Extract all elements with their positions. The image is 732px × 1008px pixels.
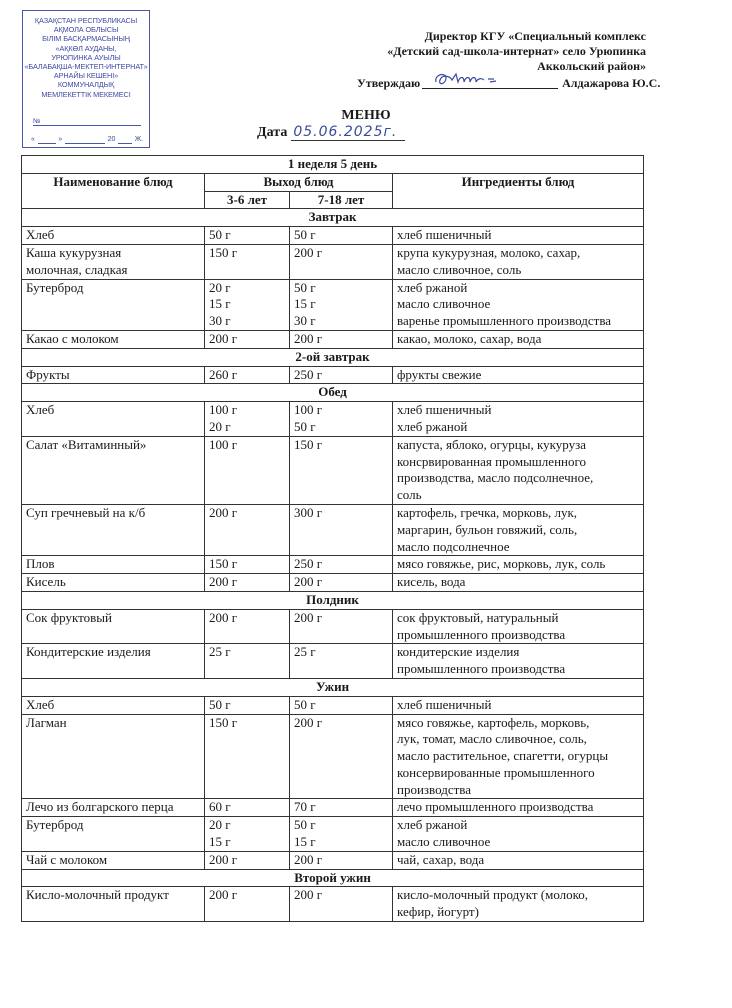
ingredients-line: капуста, яблоко, огурцы, кукуруза bbox=[397, 436, 586, 452]
yield-young-line: 260 г bbox=[209, 366, 238, 382]
yield-young-cell bbox=[205, 330, 290, 348]
meal-section-row bbox=[22, 591, 644, 609]
ingredients-cell bbox=[393, 279, 644, 330]
dish-name-line: Хлеб bbox=[26, 402, 55, 418]
ingredients-line: кисель, вода bbox=[397, 574, 466, 590]
dish-name-cell bbox=[22, 887, 205, 922]
yield-young-line: 20 г bbox=[209, 279, 231, 295]
stamp-date-day-blank bbox=[38, 135, 56, 144]
yield-young-cell bbox=[205, 887, 290, 922]
dish-name-cell bbox=[22, 851, 205, 869]
header-row bbox=[22, 173, 644, 191]
yield-old-line: 50 г bbox=[294, 279, 316, 295]
yield-old-line: 15 г bbox=[294, 296, 316, 312]
dish-name-line: Плов bbox=[26, 556, 55, 572]
yield-young-line: 150 г bbox=[209, 244, 238, 260]
menu-item-row bbox=[22, 644, 644, 679]
yield-old-line: 100 г bbox=[294, 402, 323, 418]
ingredients-cell bbox=[393, 887, 644, 922]
yield-young-cell bbox=[205, 714, 290, 799]
meal-section-row bbox=[22, 209, 644, 227]
yield-old-cell bbox=[290, 279, 393, 330]
yield-old-line: 50 г bbox=[294, 696, 316, 712]
meal-section-row bbox=[22, 678, 644, 696]
yield-young-line: 60 г bbox=[209, 799, 231, 815]
yield-old-line: 15 г bbox=[294, 834, 316, 850]
menu-item-row bbox=[22, 799, 644, 817]
dish-name-line: Фрукты bbox=[26, 366, 70, 382]
stamp-year-prefix: 20 bbox=[107, 136, 116, 143]
header-yield: Выход блюд bbox=[205, 173, 393, 191]
yield-young-line: 50 г bbox=[209, 227, 231, 243]
dish-name-line: Сок фруктовый bbox=[26, 609, 112, 625]
yield-old-line: 200 г bbox=[294, 887, 323, 903]
meal-section-row bbox=[22, 348, 644, 366]
menu-item-row bbox=[22, 714, 644, 799]
ingredients-line: варенье промышленного производства bbox=[397, 313, 612, 329]
dish-name-cell bbox=[22, 402, 205, 437]
yield-old-cell bbox=[290, 817, 393, 852]
yield-old-line: 50 г bbox=[294, 227, 316, 243]
ingredients-cell bbox=[393, 504, 644, 555]
dish-name-cell bbox=[22, 556, 205, 574]
ingredients-line: сок фруктовый, натуральный bbox=[397, 609, 559, 625]
yield-young-line: 200 г bbox=[209, 851, 238, 867]
ingredients-line: производства bbox=[397, 781, 472, 797]
stamp-year-blank bbox=[118, 135, 132, 144]
signer-name: Алдажарова Ю.С. bbox=[562, 76, 661, 90]
ingredients-cell bbox=[393, 714, 644, 799]
ingredients-cell bbox=[393, 799, 644, 817]
stamp-date-field bbox=[31, 135, 143, 144]
yield-young-cell bbox=[205, 696, 290, 714]
dish-name-cell bbox=[22, 696, 205, 714]
header-age-old: 7-18 лет bbox=[290, 191, 393, 209]
yield-young-cell bbox=[205, 644, 290, 679]
yield-old-cell bbox=[290, 366, 393, 384]
menu-item-row bbox=[22, 696, 644, 714]
ingredients-line: хлеб пшеничный bbox=[397, 227, 492, 243]
yield-old-cell bbox=[290, 402, 393, 437]
yield-young-cell bbox=[205, 279, 290, 330]
menu-item-row bbox=[22, 817, 644, 852]
approval-block bbox=[387, 29, 646, 74]
week-day-row bbox=[22, 156, 644, 174]
dish-name-cell bbox=[22, 644, 205, 679]
yield-old-cell bbox=[290, 851, 393, 869]
yield-young-cell bbox=[205, 402, 290, 437]
yield-old-line: 250 г bbox=[294, 366, 323, 382]
ingredients-cell bbox=[393, 574, 644, 592]
yield-young-line: 100 г bbox=[209, 436, 238, 452]
ingredients-line: какао, молоко, сахар, вода bbox=[397, 330, 542, 346]
dish-name-line: Лечо из болгарского перца bbox=[26, 799, 174, 815]
yield-young-cell bbox=[205, 436, 290, 504]
menu-body bbox=[22, 209, 644, 922]
yield-young-line: 25 г bbox=[209, 644, 231, 660]
ingredients-line: картофель, гречка, морковь, лук, bbox=[397, 504, 578, 520]
header-dish: Наименование блюд bbox=[22, 173, 205, 209]
ingredients-cell bbox=[393, 402, 644, 437]
dish-name-cell bbox=[22, 574, 205, 592]
meal-section-heading: Обед bbox=[22, 384, 644, 402]
ingredients-line: промышленного производства bbox=[397, 626, 566, 642]
menu-item-row bbox=[22, 556, 644, 574]
signature-line bbox=[422, 74, 558, 89]
dish-name-cell bbox=[22, 227, 205, 245]
ingredients-cell bbox=[393, 556, 644, 574]
yield-old-cell bbox=[290, 714, 393, 799]
ingredients-line: лечо промышленного производства bbox=[397, 799, 594, 815]
ingredients-line: масло растительное, спагетти, огурцы bbox=[397, 748, 609, 764]
dish-name-cell bbox=[22, 799, 205, 817]
ingredients-line: маргарин, бульон говяжий, соль, bbox=[397, 521, 578, 537]
official-stamp bbox=[22, 10, 150, 148]
yield-young-line: 15 г bbox=[209, 296, 231, 312]
approval-line: «Детский сад-школа-интернат» село Урюпинка bbox=[387, 44, 646, 58]
ingredients-line: масло сливочное bbox=[397, 834, 491, 850]
menu-item-row bbox=[22, 244, 644, 279]
meal-section-heading: Полдник bbox=[22, 591, 644, 609]
stamp-date-month-blank bbox=[65, 135, 105, 144]
yield-old-cell bbox=[290, 799, 393, 817]
menu-table bbox=[21, 155, 644, 922]
dish-name-line: Суп гречневый на к/б bbox=[26, 504, 146, 520]
yield-young-cell bbox=[205, 851, 290, 869]
yield-young-cell bbox=[205, 366, 290, 384]
yield-old-line: 200 г bbox=[294, 851, 323, 867]
stamp-line: КОММУНАЛДЫҚ bbox=[57, 80, 115, 90]
yield-young-line: 200 г bbox=[209, 887, 238, 903]
ingredients-line: лук, томат, масло сливочное, соль, bbox=[397, 731, 587, 747]
week-day-heading: 1 неделя 5 день bbox=[22, 156, 644, 174]
approve-signature-row bbox=[357, 74, 660, 91]
ingredients-line: соль bbox=[397, 487, 422, 503]
meal-section-row bbox=[22, 869, 644, 887]
meal-section-row bbox=[22, 384, 644, 402]
yield-old-line: 150 г bbox=[294, 436, 323, 452]
yield-young-line: 20 г bbox=[209, 418, 231, 434]
yield-old-cell bbox=[290, 227, 393, 245]
ingredients-line: мясо говяжье, рис, морковь, лук, соль bbox=[397, 556, 606, 572]
menu-item-row bbox=[22, 609, 644, 644]
signature-icon bbox=[432, 68, 502, 90]
ingredients-line: кондитерские изделия bbox=[397, 644, 520, 660]
stamp-line: АҚМОЛА ОБЛЫСЫ bbox=[53, 25, 119, 35]
yield-old-cell bbox=[290, 696, 393, 714]
ingredients-line: кисло-молочный продукт (молоко, bbox=[397, 887, 589, 903]
date-label: Дата bbox=[257, 125, 288, 140]
yield-old-line: 200 г bbox=[294, 714, 323, 730]
yield-young-line: 150 г bbox=[209, 714, 238, 730]
ingredients-cell bbox=[393, 244, 644, 279]
ingredients-line: консервированные промышленного bbox=[397, 764, 595, 780]
ingredients-line: мясо говяжье, картофель, морковь, bbox=[397, 714, 590, 730]
yield-young-cell bbox=[205, 799, 290, 817]
stamp-year-suffix: Ж. bbox=[134, 136, 143, 143]
ingredients-line: чай, сахар, вода bbox=[397, 851, 485, 867]
yield-old-line: 200 г bbox=[294, 574, 323, 590]
yield-old-line: 50 г bbox=[294, 418, 316, 434]
dish-name-cell bbox=[22, 366, 205, 384]
date-value: 05.06.2025г. bbox=[291, 124, 405, 141]
yield-young-line: 200 г bbox=[209, 330, 238, 346]
ingredients-cell bbox=[393, 330, 644, 348]
yield-young-cell bbox=[205, 244, 290, 279]
dish-name-line: Чай с молоком bbox=[26, 851, 108, 867]
ingredients-line: хлеб пшеничный bbox=[397, 696, 492, 712]
yield-young-cell bbox=[205, 504, 290, 555]
yield-old-cell bbox=[290, 436, 393, 504]
dish-name-line: Кондитерские изделия bbox=[26, 644, 151, 660]
yield-young-line: 20 г bbox=[209, 817, 231, 833]
yield-young-line: 200 г bbox=[209, 574, 238, 590]
stamp-line: МЕМЛЕКЕТТІК МЕКЕМЕСІ bbox=[41, 89, 131, 99]
ingredients-cell bbox=[393, 609, 644, 644]
ingredients-cell bbox=[393, 817, 644, 852]
yield-old-cell bbox=[290, 330, 393, 348]
ingredients-line: масло сливочное, соль bbox=[397, 261, 522, 277]
menu-item-row bbox=[22, 504, 644, 555]
yield-young-cell bbox=[205, 227, 290, 245]
yield-young-cell bbox=[205, 609, 290, 644]
yield-old-cell bbox=[290, 609, 393, 644]
menu-item-row bbox=[22, 574, 644, 592]
ingredients-cell bbox=[393, 366, 644, 384]
menu-item-row bbox=[22, 330, 644, 348]
menu-item-row bbox=[22, 366, 644, 384]
ingredients-line: хлеб ржаной bbox=[397, 279, 468, 295]
dish-name-line: Кисло-молочный продукт bbox=[26, 887, 169, 903]
yield-old-line: 200 г bbox=[294, 330, 323, 346]
stamp-date-open: « bbox=[31, 136, 35, 143]
dish-name-line: молочная, сладкая bbox=[26, 261, 128, 277]
header-age-young: 3-6 лет bbox=[205, 191, 290, 209]
ingredients-line: кефир, йогурт) bbox=[397, 904, 479, 920]
yield-old-cell bbox=[290, 887, 393, 922]
meal-section-heading: Ужин bbox=[22, 678, 644, 696]
stamp-number-label: № bbox=[33, 118, 41, 125]
document-title: МЕНЮ bbox=[341, 108, 391, 123]
ingredients-cell bbox=[393, 227, 644, 245]
dish-name-line: Какао с молоком bbox=[26, 330, 119, 346]
dish-name-line: Хлеб bbox=[26, 227, 55, 243]
dish-name-line: Хлеб bbox=[26, 696, 55, 712]
ingredients-line: промышленного производства bbox=[397, 661, 566, 677]
document-date bbox=[257, 124, 405, 141]
stamp-date-close: » bbox=[58, 136, 63, 143]
dish-name-cell bbox=[22, 609, 205, 644]
meal-section-heading: Завтрак bbox=[22, 209, 644, 227]
yield-young-cell bbox=[205, 817, 290, 852]
ingredients-line: фрукты свежие bbox=[397, 366, 482, 382]
ingredients-cell bbox=[393, 644, 644, 679]
dish-name-cell bbox=[22, 330, 205, 348]
stamp-line: УРЮПИНКА АУЫЛЫ bbox=[51, 52, 121, 62]
dish-name-cell bbox=[22, 279, 205, 330]
header-ingredients: Ингредиенты блюд bbox=[393, 173, 644, 209]
dish-name-line: Бутерброд bbox=[26, 279, 84, 295]
dish-name-line: Салат «Витаминный» bbox=[26, 436, 147, 452]
dish-name-line: Каша кукурузная bbox=[26, 244, 122, 260]
menu-item-row bbox=[22, 436, 644, 504]
stamp-line: БІЛІМ БАСҚАРМАСЫНЫҢ bbox=[42, 34, 130, 44]
yield-young-line: 100 г bbox=[209, 402, 238, 418]
menu-item-row bbox=[22, 402, 644, 437]
yield-old-line: 30 г bbox=[294, 313, 316, 329]
dish-name-cell bbox=[22, 436, 205, 504]
yield-young-line: 150 г bbox=[209, 556, 238, 572]
yield-young-cell bbox=[205, 556, 290, 574]
ingredients-cell bbox=[393, 696, 644, 714]
yield-old-cell bbox=[290, 556, 393, 574]
stamp-line: «АҚКӨЛ АУДАНЫ, bbox=[55, 43, 117, 53]
yield-old-cell bbox=[290, 244, 393, 279]
dish-name-cell bbox=[22, 714, 205, 799]
ingredients-line: масло подсолнечное bbox=[397, 538, 510, 554]
yield-old-line: 200 г bbox=[294, 609, 323, 625]
stamp-line: АРНАЙЫ КЕШЕНІ» bbox=[53, 71, 119, 81]
yield-young-line: 50 г bbox=[209, 696, 231, 712]
dish-name-line: Бутерброд bbox=[26, 817, 84, 833]
approve-label: Утверждаю bbox=[357, 76, 421, 90]
menu-item-row bbox=[22, 851, 644, 869]
ingredients-line: консрвированная промышленного bbox=[397, 453, 586, 469]
ingredients-line: хлеб ржаной bbox=[397, 817, 468, 833]
yield-young-line: 15 г bbox=[209, 834, 231, 850]
dish-name-cell bbox=[22, 817, 205, 852]
menu-item-row bbox=[22, 279, 644, 330]
yield-old-cell bbox=[290, 574, 393, 592]
yield-old-cell bbox=[290, 504, 393, 555]
yield-old-line: 70 г bbox=[294, 799, 316, 815]
yield-old-line: 250 г bbox=[294, 556, 323, 572]
yield-young-line: 30 г bbox=[209, 313, 231, 329]
stamp-line: «БАЛАБАҚША-МЕКТЕП-ИНТЕРНАТ» bbox=[24, 62, 148, 72]
yield-young-line: 200 г bbox=[209, 504, 238, 520]
stamp-line: ҚАЗАҚСТАН РЕСПУБЛИКАСЫ bbox=[34, 16, 138, 25]
dish-name-line: Лагман bbox=[26, 714, 67, 730]
ingredients-cell bbox=[393, 436, 644, 504]
dish-name-cell bbox=[22, 504, 205, 555]
approval-line: Директор КГУ «Специальный комплекс bbox=[424, 29, 646, 43]
yield-old-cell bbox=[290, 644, 393, 679]
ingredients-line: крупа кукурузная, молоко, сахар, bbox=[397, 244, 581, 260]
yield-old-line: 200 г bbox=[294, 244, 323, 260]
yield-young-line: 200 г bbox=[209, 609, 238, 625]
menu-item-row bbox=[22, 227, 644, 245]
ingredients-line: масло сливочное bbox=[397, 296, 491, 312]
ingredients-line: производства, масло подсолнечное, bbox=[397, 470, 594, 486]
dish-name-line: Кисель bbox=[26, 574, 66, 590]
yield-old-line: 50 г bbox=[294, 817, 316, 833]
meal-section-heading: 2-ой завтрак bbox=[22, 348, 644, 366]
menu-item-row bbox=[22, 887, 644, 922]
ingredients-cell bbox=[393, 851, 644, 869]
meal-section-heading: Второй ужин bbox=[22, 869, 644, 887]
approval-line: Аккольский район» bbox=[537, 59, 646, 73]
yield-old-line: 300 г bbox=[294, 504, 323, 520]
dish-name-cell bbox=[22, 244, 205, 279]
ingredients-line: хлеб пшеничный bbox=[397, 402, 492, 418]
ingredients-line: хлеб ржаной bbox=[397, 418, 468, 434]
yield-old-line: 25 г bbox=[294, 644, 316, 660]
yield-young-cell bbox=[205, 574, 290, 592]
